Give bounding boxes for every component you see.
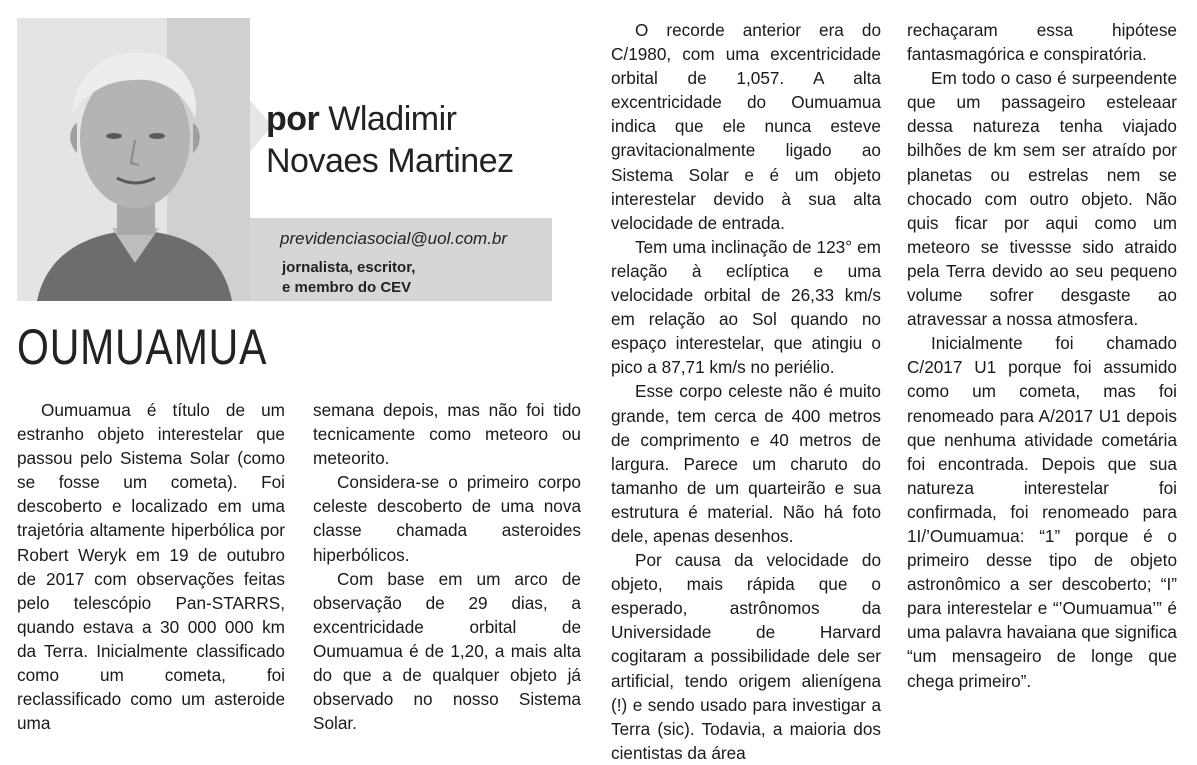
paragraph: Oumuamua é título de um estranho objeto interestelar que passou pelo Sistema Solar (como se fosse um cometa). Foi descoberto e localizado em uma trajetória altamente hiperbólica por Robert Weryk em 19 de outubro de 2017 com observações feitas pelo telescópio Pan-STARRS, quando estava a 30 000 000 km da Terra. Inicialmente classificado como um cometa, foi reclassificado como um asteroide uma	[17, 400, 285, 734]
paragraph: Em todo o caso é surpeendente que um passageiro esteleaar dessa natureza tenha viajado bilhões de km sem ser atraído por planetas ou estrelas nem se chocado com outro objeto. Não quis ficar por aqui como um meteoro se tivessse sido atraido pela Terra devido ao seu pequeno volume sofrer desgaste ao atravessar a nossa atmosfera.	[907, 68, 1177, 330]
paragraph: Tem uma inclinação de 123° em relação à eclíptica e uma velocidade orbital de 26,33 km/s em relação ao Sol quando no espaço interestelar, que atingiu o pico a 87,71 km/s no periélio.	[611, 236, 881, 378]
paragraph: Com base em um arco de observação de 29 dias, a excentricidade orbital de Oumuamua é de 1,20, a mais alta do que a de qualquer objeto já observado no nosso Sistema Solar.	[313, 568, 581, 734]
paragraph: Por causa da velocidade do objeto, mais rápida que o esperado, astrônomos da Universidade de Harvard cogitaram a possibilidade dele ser artificial, tendo origem alienígena (!) e sendo usado para investigar a Terra (sic). Todavia, a maioria dos cientistas da área	[611, 550, 881, 763]
author-name-line1	[266, 98, 556, 140]
article-column-4	[907, 18, 1177, 693]
article-column-3	[611, 18, 881, 765]
paragraph: O recorde anterior era do C/1980, com uma excentricidade orbital de 1,057. A alta excentricidade do Oumuamua indica que ele nunca esteve gravitacionalmente ligado ao Sistema Solar e é um objeto interestelar devido à sua alta velocidade de entrada.	[611, 20, 881, 233]
paragraph: Inicialmente foi chamado C/2017 U1 porque foi assumido como um cometa, mas foi renomeado para A/2017 U1 depois que nenhuma atividade cometária foi encontrada. Depois que sua natureza interestelar foi confirmada, foi renomeado para 1I/’Oumuamua: “1” porque é o primeiro desse tipo de objeto astronômico a ser descoberto; “I” para interestelar e “’Oumuamua’” é uma palavra havaiana que significa “um mensageiro de longe que chega primeiro”.	[907, 333, 1177, 691]
article-title: OUMUAMUA	[17, 319, 268, 375]
author-role-line1: jornalista, escritor,	[282, 259, 416, 276]
author-first-name: Wladimir	[328, 100, 457, 138]
author-role-line2: e membro do CEV	[282, 279, 412, 296]
article-column-1	[17, 398, 285, 735]
article-column-2	[313, 398, 581, 735]
author-byline	[266, 98, 556, 182]
paragraph: Considera-se o primeiro corpo celeste descoberto de uma nova classe chamada asteroides hiperbólicos.	[313, 472, 581, 565]
paragraph: rechaçaram essa hipótese fantasmagórica e conspiratória.	[907, 20, 1177, 65]
paragraph: semana depois, mas não foi tido tecnicamente como meteoro ou meteorito.	[313, 400, 581, 469]
byline-prefix: por	[266, 100, 320, 138]
author-role	[282, 258, 415, 298]
author-name-line2: Novaes Martinez	[266, 142, 514, 180]
author-email[interactable]: previdenciasocial@uol.com.br	[280, 229, 508, 248]
paragraph: Esse corpo celeste não é muito grande, tem cerca de 400 metros de comprimento e 40 metros de largura. Parece um charuto do tamanho de um quarteirão e sua estrutura é material. Não há foto dele, apenas desenhos.	[611, 381, 881, 546]
author-portrait-illustration	[17, 18, 250, 301]
author-photo	[17, 18, 250, 301]
